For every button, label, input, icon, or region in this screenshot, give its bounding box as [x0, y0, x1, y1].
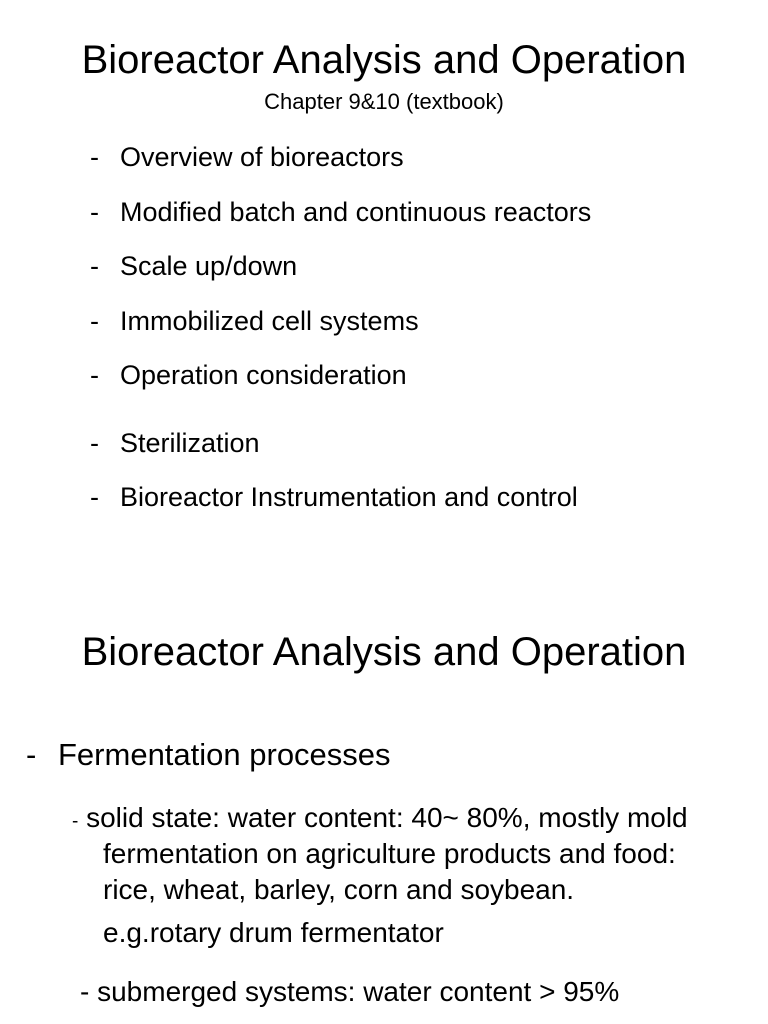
list-item-label: Operation consideration	[120, 360, 407, 390]
list-item	[90, 197, 591, 228]
list-item-label: Modified batch and continuous reactors	[120, 197, 592, 227]
bullet-dash: -	[90, 482, 99, 512]
list-item	[90, 428, 260, 459]
bullet-dash: -	[90, 251, 99, 281]
fermentation-heading	[26, 737, 391, 773]
slide2-title: Bioreactor Analysis and Operation	[81, 630, 687, 674]
solid-state-line-3: rice, wheat, barley, corn and soybean.	[103, 874, 575, 905]
bullet-dash: -	[90, 142, 99, 172]
fermentation-heading-label: Fermentation processes	[58, 737, 391, 772]
submerged-line: - submerged systems: water content > 95%	[80, 976, 620, 1007]
solid-state-text: solid state: water content: 40~ 80%, mostly mold	[86, 802, 688, 833]
list-item	[90, 251, 297, 282]
list-item-label: Bioreactor Instrumentation and control	[120, 482, 578, 512]
slide1-subtitle: Chapter 9&10 (textbook)	[264, 89, 504, 114]
bullet-dash: -	[26, 737, 37, 772]
list-item-label: Sterilization	[120, 428, 260, 458]
bullet-dash: -	[72, 811, 79, 832]
slide1-title: Bioreactor Analysis and Operation	[81, 38, 687, 82]
list-item-label: Overview of bioreactors	[120, 142, 404, 172]
bullet-dash: -	[90, 197, 99, 227]
bullet-dash: -	[90, 360, 99, 390]
solid-state-line-1	[72, 802, 688, 834]
bullet-dash: -	[90, 306, 99, 336]
list-item-label: Scale up/down	[120, 251, 298, 281]
list-item	[90, 482, 578, 513]
solid-state-example: e.g.rotary drum fermentator	[103, 917, 444, 948]
bullet-dash: -	[90, 428, 99, 458]
list-item	[90, 142, 404, 173]
list-item	[90, 306, 419, 337]
list-item	[90, 360, 407, 391]
list-item-label: Immobilized cell systems	[120, 306, 419, 336]
solid-state-line-2: fermentation on agriculture products and food:	[103, 838, 676, 869]
